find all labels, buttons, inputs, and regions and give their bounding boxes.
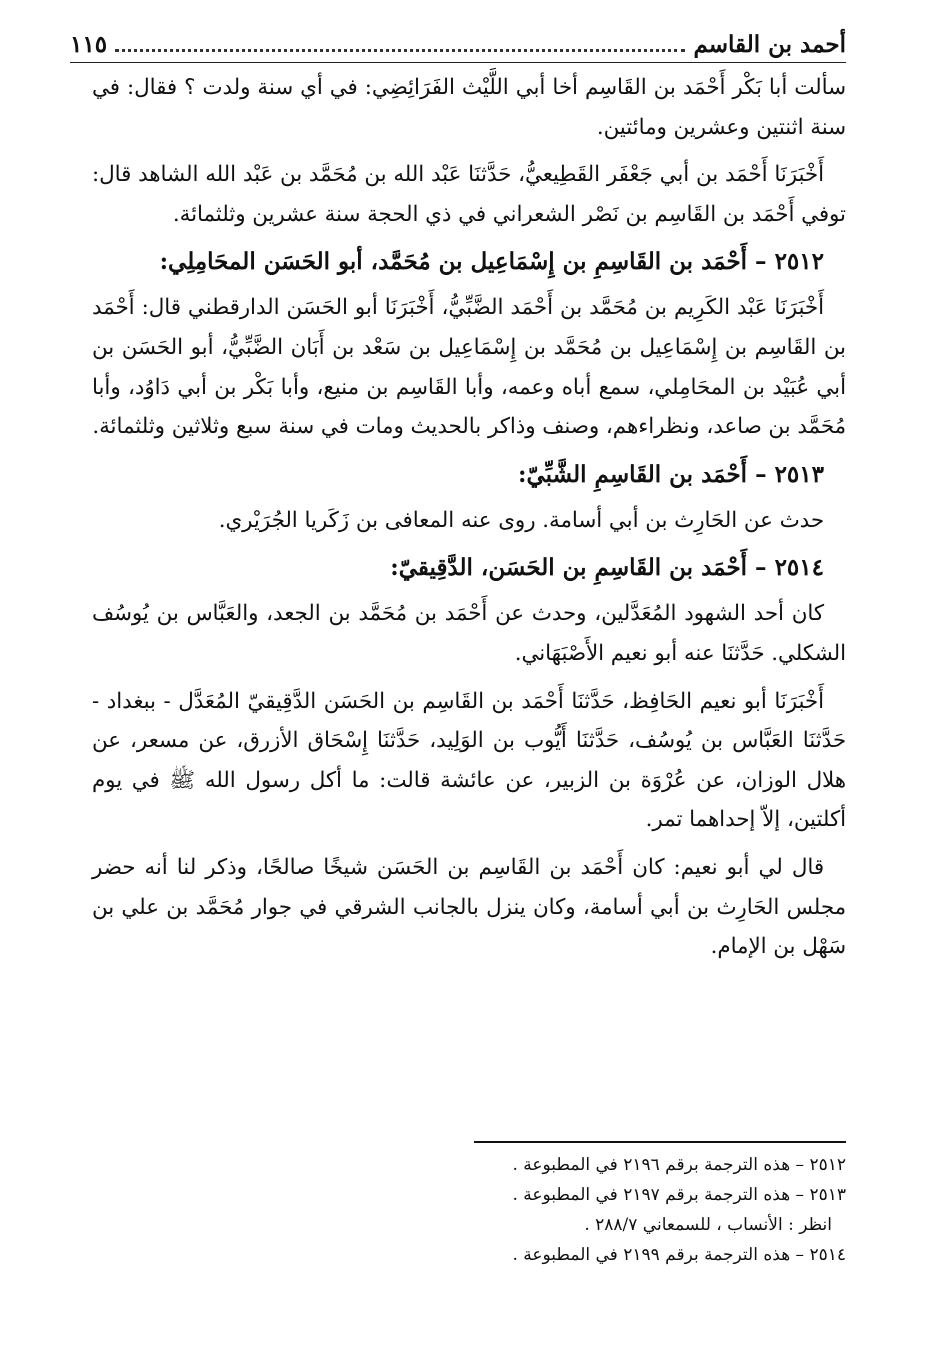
paragraph: حدث عن الحَارِث بن أبي أسامة. روى عنه المعافى بن زَكَريا الجُرَيْري. (218, 507, 824, 533)
running-head (70, 22, 846, 63)
main-text (92, 68, 846, 975)
footnote-separator (474, 1141, 846, 1143)
paragraph: قال لي أبو نعيم: كان أَحْمَد بن القَاسِم بن الحَسَن شيخًا صالحًا، وذكر لنا أنه حضر مجلس الحَارِث بن أبي أسامة، وكان ينزل بالجانب الشرقي في جوار مُحَمَّد بن علي بن سَهْل بن الإمام. (92, 854, 846, 960)
entry-heading-2513: ٢٥١٣ – أَحْمَد بن القَاسِمِ الشَّبِّيّ: (518, 460, 824, 488)
running-head-title: أحمد بن القاسم (693, 31, 846, 58)
running-head-leader-dots (115, 49, 685, 52)
paragraph: أَخْبَرَنَا أَحْمَد بن أبي جَعْفَر القَطِيعيُّ، حَدَّثنَا عَبْد الله بن مُحَمَّد بن عَبْد الله الشاهد قال: توفي أَحْمَد بن القَاسِم بن نَصْر الشعراني في ذي الحجة سنة عشرين وثلثمائة. (92, 162, 846, 227)
footnote: انظر : الأنساب ، للسمعاني ٢٨٨/٧ . (584, 1215, 832, 1235)
paragraph: كان أحد الشهود المُعَدَّلين، وحدث عن أَحْمَد بن مُحَمَّد بن الجعد، والعَبَّاس بن يُوسُف الشكلي. حَدَّثنَا عنه أبو نعيم الأَصْبَهَاني. (92, 601, 846, 666)
paragraph: أَخْبَرَنَا أبو نعيم الحَافِظ، حَدَّثنَا أَحْمَد بن القَاسِم بن الحَسَن الدَّقِيقيّ المُعَدَّل - ببغداد - حَدَّثنَا العَبَّاس بن يُوسُف، حَدَّثنَا أَيُّوب بن الوَلِيد، حَدَّثنَا إِسْحَاق الأزرق، عن مسعر، عن هلال الوزان، عن عُرْوَة بن الزبير، عن عائشة قالت: ما أكل رسول الله ﷺ في يوم أكلتين، إلاّ إحداهما تمر. (92, 688, 846, 833)
footnotes (300, 1150, 846, 1270)
page-number: ١١٥ (70, 31, 108, 58)
entry-heading-2514: ٢٥١٤ – أَحْمَد بن القَاسِمِ بن الحَسَن، الدَّقِيقيّ: (390, 554, 824, 582)
entry-heading-2512: ٢٥١٢ – أَحْمَد بن القَاسِمِ بن إِسْمَاعِيل بن مُحَمَّد، أبو الحَسَن المحَامِلِي: (159, 248, 824, 276)
footnote: ٢٥١٣ – هذه الترجمة برقم ٢١٩٧ في المطبوعة . (512, 1185, 846, 1205)
paragraph: أَخْبَرَنَا عَبْد الكَرِيم بن مُحَمَّد بن أَحْمَد الضَّبِّيُّ، أَخْبَرَنَا أبو الحَسَن الدارقطني قال: أَحْمَد بن القَاسِم بن إِسْمَاعِيل بن مُحَمَّد بن إِسْمَاعِيل بن سَعْد بن أَبَان الضَّبِّيُّ، أبو الحَسَن بن أبي عُبَيْد بن المحَامِلي، سمع أباه وعمه، وأبا القَاسِم بن منيع، وأبا بَكْر بن أبي دَاوُد، وأبا مُحَمَّد بن صاعد، ونظراءهم، وصنف وذاكر بالحديث ومات في سنة سبع وثلاثين وثلثمائة. (92, 295, 846, 440)
footnote: ٢٥١٢ – هذه الترجمة برقم ٢١٩٦ في المطبوعة . (512, 1155, 846, 1175)
footnote: ٢٥١٤ – هذه الترجمة برقم ٢١٩٩ في المطبوعة . (512, 1245, 846, 1265)
paragraph: سألت أبا بَكْر أَحْمَد بن القَاسِم أخا أبي اللَّيْث الفَرَائِضِي: في أي سنة ولدت ؟ فقال: في سنة اثنتين وعشرين ومائتين. (92, 75, 846, 140)
